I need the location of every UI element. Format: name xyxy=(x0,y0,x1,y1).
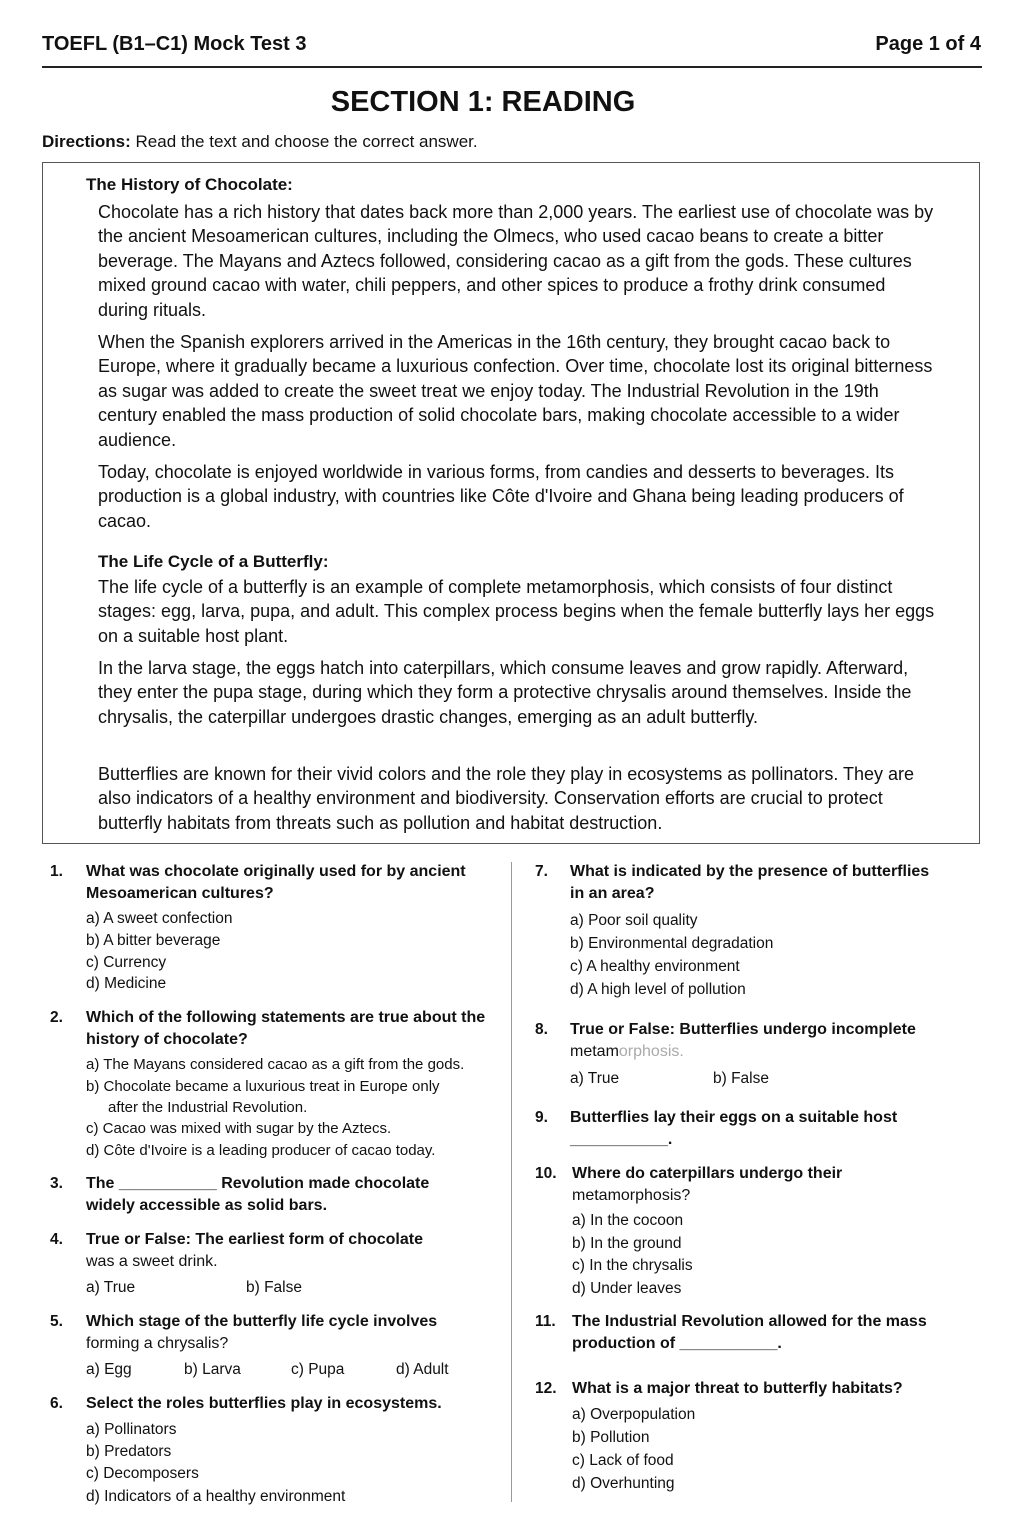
question-number: 1. xyxy=(50,863,63,880)
paragraph-text: When the Spanish explorers arrived in the Americas in the 16th century, they brought cacao back to Europe, where it gradually became a luxurious confection. Over time, chocolate lost its original bitterness as sugar was added to create the sweet treat we enjoy today. The Industrial Revolution in the 19th century enabled the mass production of solid chocolate bars, making chocolate accessible to a wider audience. xyxy=(98,332,933,450)
answer-option[interactable]: a) True xyxy=(86,1279,136,1296)
answer-option[interactable]: d) Indicators of a healthy environment xyxy=(86,1488,346,1505)
answer-option[interactable]: d) Côte d'Ivoire is a leading producer of cacao today. xyxy=(86,1142,436,1159)
question-text: Which of the following statements are true about the history of chocolate? xyxy=(86,1009,486,1048)
answer-option[interactable]: a) True xyxy=(570,1070,620,1087)
answer-option[interactable]: c) Cacao was mixed with sugar by the Aztecs. xyxy=(86,1120,392,1137)
question-text-line xyxy=(570,1041,684,1063)
question-number: 12. xyxy=(535,1380,557,1397)
paragraph-text: Chocolate has a rich history that dates back more than 2,000 years. The earliest use of chocolate was by the ancient Mesoamerican cultures, including the Olmecs, who used cacao beans to create a bitter beverage. The Mayans and Aztecs followed, considering cacao as a gift from the gods. These cultures mixed ground cacao with water, chili peppers, and other spices to produce a frothy drink consumed during rituals. xyxy=(98,202,934,320)
answer-option[interactable]: c) Currency xyxy=(86,954,167,971)
question-number: 2. xyxy=(50,1009,63,1026)
question-text: What was chocolate originally used for by ancient Mesoamerican cultures? xyxy=(86,863,466,902)
question-text: metam xyxy=(570,1043,619,1060)
answer-option[interactable]: a) A sweet confection xyxy=(86,910,233,927)
question-number: 5. xyxy=(50,1313,63,1330)
question-number: 4. xyxy=(50,1231,63,1248)
paragraph-text: In the larva stage, the eggs hatch into caterpillars, which consume leaves and grow rapidly. Afterward, they enter the pupa stage, during which they form a protective chrysalis around themselves. Inside the chrysalis, the caterpillar undergoes drastic changes, emerging as an adult butterfly. xyxy=(98,658,912,727)
question-text: ___________. xyxy=(570,1131,673,1148)
answer-option[interactable]: d) Medicine xyxy=(86,975,167,992)
header-divider xyxy=(42,66,982,68)
question-number: 3. xyxy=(50,1175,63,1192)
answer-option[interactable]: a) The Mayans considered cacao as a gift from the gods. xyxy=(86,1056,465,1073)
answer-option[interactable]: d) A high level of pollution xyxy=(570,981,746,998)
answer-option[interactable]: a) Poor soil quality xyxy=(570,912,698,929)
question-number: 9. xyxy=(535,1109,548,1126)
passage-paragraph xyxy=(98,330,938,452)
answer-option[interactable]: b) In the ground xyxy=(572,1235,682,1252)
question-number: 10. xyxy=(535,1165,557,1182)
question-text: Butterflies lay their eggs on a suitable host xyxy=(570,1109,898,1126)
passage-title-chocolate: The History of Chocolate: xyxy=(86,175,293,194)
answer-option-continued: after the Industrial Revolution. xyxy=(108,1099,308,1116)
answer-option[interactable]: b) Larva xyxy=(184,1361,241,1378)
answer-option[interactable]: c) Lack of food xyxy=(572,1452,674,1469)
passage-paragraph xyxy=(98,460,938,533)
answer-option[interactable]: d) Under leaves xyxy=(572,1280,682,1297)
question-text: production of ___________. xyxy=(572,1335,782,1352)
question-number: 8. xyxy=(535,1021,548,1038)
question-number: 7. xyxy=(535,863,548,880)
directions-label: Directions: xyxy=(42,132,131,151)
answer-option[interactable]: b) Predators xyxy=(86,1443,172,1460)
answer-option[interactable]: d) Adult xyxy=(396,1361,449,1378)
answer-option[interactable]: a) Egg xyxy=(86,1361,132,1378)
question-text: True or False: Butterflies undergo incomplete xyxy=(570,1021,916,1038)
answer-option[interactable]: a) In the cocoon xyxy=(572,1212,684,1229)
passage-paragraph xyxy=(98,200,938,322)
column-divider xyxy=(511,862,512,1502)
question-text: True or False: The earliest form of chocolate xyxy=(86,1231,423,1248)
question-text: widely accessible as solid bars. xyxy=(86,1197,328,1214)
question-text: was a sweet drink. xyxy=(86,1253,218,1270)
question-text: in an area? xyxy=(570,885,655,902)
paragraph-text: Today, chocolate is enjoyed worldwide in various forms, from candies and desserts to beverages. Its production is a global industry, with countries like Côte d'Ivoire and Ghana being leading producers of cacao. xyxy=(98,462,904,531)
answer-option[interactable]: b) Environmental degradation xyxy=(570,935,774,952)
faded-text: orphosis. xyxy=(618,1043,684,1060)
question-text: Which stage of the butterfly life cycle involves xyxy=(86,1313,438,1330)
question-text: The ___________ Revolution made chocolate xyxy=(86,1175,430,1192)
directions-text: Read the text and choose the correct answer. xyxy=(130,132,478,151)
test-title: TOEFL (B1–C1) Mock Test 3 xyxy=(42,33,307,55)
answer-option[interactable]: b) A bitter beverage xyxy=(86,932,221,949)
answer-option[interactable]: c) Pupa xyxy=(291,1361,345,1378)
passage-paragraph xyxy=(98,762,938,835)
question-number: 6. xyxy=(50,1395,63,1412)
answer-option[interactable]: c) Decomposers xyxy=(86,1465,199,1482)
answer-option[interactable]: b) Pollution xyxy=(572,1429,650,1446)
passage-paragraph xyxy=(98,656,938,729)
page-indicator: Page 1 of 4 xyxy=(875,33,981,55)
question-number: 11. xyxy=(535,1313,556,1330)
question-text: metamorphosis? xyxy=(572,1187,691,1204)
answer-option[interactable]: a) Overpopulation xyxy=(572,1406,696,1423)
paragraph-text: The life cycle of a butterfly is an example of complete metamorphosis, which consists of four distinct stages: egg, larva, pupa, and adult. This complex process begins when the female butterfly lays her eggs on a suitable host plant. xyxy=(98,577,935,646)
answer-option[interactable]: b) False xyxy=(246,1279,302,1296)
question-text: What is indicated by the presence of butterflies xyxy=(570,863,930,880)
question-text: Where do caterpillars undergo their xyxy=(572,1165,843,1182)
question-text: Select the roles butterflies play in ecosystems. xyxy=(86,1395,442,1412)
passage-title-butterfly: The Life Cycle of a Butterfly: xyxy=(98,552,329,571)
directions xyxy=(42,132,478,152)
answer-option[interactable]: a) Pollinators xyxy=(86,1421,177,1438)
answer-option[interactable]: d) Overhunting xyxy=(572,1475,675,1492)
answer-option[interactable]: c) In the chrysalis xyxy=(572,1257,693,1274)
paragraph-text: Butterflies are known for their vivid colors and the role they play in ecosystems as pollinators. They are also indicators of a healthy environment and biodiversity. Conservation efforts are crucial to protect butterfly habitats from threats such as pollution and habitat destruction. xyxy=(98,764,915,833)
answer-option[interactable]: b) False xyxy=(713,1070,769,1087)
question-text: What is a major threat to butterfly habitats? xyxy=(572,1380,903,1397)
question-text: The Industrial Revolution allowed for the mass xyxy=(572,1313,927,1330)
answer-option[interactable]: b) Chocolate became a luxurious treat in Europe only xyxy=(86,1078,440,1095)
passage-paragraph xyxy=(98,575,938,648)
question-text: forming a chrysalis? xyxy=(86,1335,229,1352)
answer-option[interactable]: c) A healthy environment xyxy=(570,958,740,975)
section-title: SECTION 1: READING xyxy=(330,86,636,118)
